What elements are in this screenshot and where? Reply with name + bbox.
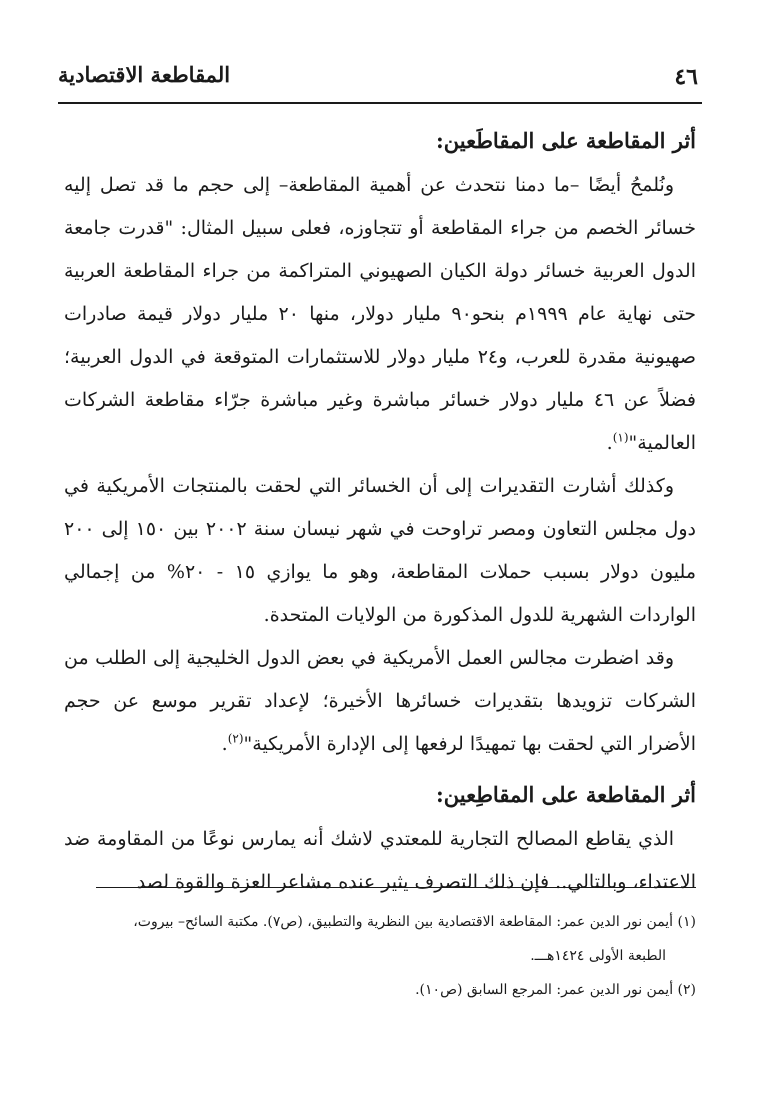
paragraph-councils — [64, 637, 696, 766]
footnote-1-line-2: الطبعة الأولى ١٤٢٤هـــ. — [530, 948, 666, 964]
paragraph-losses: ونُلمحُ أيضًا –ما دمنا نتحدث عن أهمية المقاطعة– إلى حجم ما قد تصل إليه خسائر الخصم من جراء المقاطعة أو تتجاوزه، فعلى سبيل المثال: "قدرت جامعة الدول العربية خسائر دولة الكيان الصهيوني المتراكمة من جراء المقاطعة العربية حتى نهاية عام ١٩٩٩م بنحو٩٠ مليار دولار، منها ٢٠ مليار دولار قيمة صادرات صهيونية مقدرة للعرب، و٢٤ مليار دولار للاستثمارات المتوقعة في الدول العربية؛ فضلاً عن ٤٦ مليار دولار خسائر مباشرة وغير مباشرة جرّاء مقاطعة الشركات العالمية"$^{(١)}$. — [64, 174, 696, 454]
page-header — [58, 52, 702, 104]
page-number: ٤٦ — [674, 64, 698, 90]
paragraph-councils-text: وقد اضطرت مجالس العمل الأمريكية في بعض الدول الخليجية إلى الطلب من الشركات تزويدها بتقديرات خسائرها الأخيرة؛ لإعداد تقرير موسع عن حجم الأضرار التي لحقت بها تمهيدًا لرفعها إلى الإدارة الأمريكية" — [64, 647, 696, 755]
paragraph-councils-end: . — [221, 733, 228, 755]
paragraph-losses-text: ونُلمحُ أيضًا –ما دمنا نتحدث عن أهمية المقاطعة– إلى حجم ما قد تصل إليه خسائر الخصم من جراء المقاطعة أو تتجاوزه، فعلى سبيل المثال: "قدرت جامعة الدول العربية خسائر دولة الكيان الصهيوني المتراكمة من جراء المقاطعة العربية حتى نهاية عام ١٩٩٩م بنحو٩٠ مليار دولار، منها ٢٠ مليار دولار قيمة صادرات صهيونية مقدرة للعرب، و٢٤ مليار دولار للاستثمارات المتوقعة في الدول العربية؛ فضلاً عن ٤٦ مليار دولار خسائر مباشرة وغير مباشرة جرّاء مقاطعة الشركات العالمية" — [64, 174, 696, 454]
section-heading-boycotted: أثر المقاطعة على المقاطَعين: — [436, 128, 696, 153]
footnote-1-line-1: (١) أيمن نور الدين عمر: المقاطعة الاقتصادية بين النظرية والتطبيق، (ص٧). مكتبة السائح– بيروت، — [133, 914, 696, 930]
footnotes — [64, 905, 696, 1007]
footnote-ref-2: (٢) — [227, 731, 244, 746]
paragraph-estimates: وكذلك أشارت التقديرات إلى أن الخسائر التي لحقت بالمنتجات الأمريكية في دول مجلس التعاون ومصر تراوحت في شهر نيسان سنة ٢٠٠٢ بين ١٥٠ إلى ٢٠٠ مليون دولار بسبب حملات المقاطعة، وهو ما يوازي ١٥ - ٢٠% من إجمالي الواردات الشهرية للدول المذكورة من الولايات المتحدة. — [64, 475, 697, 626]
section-heading-boycotters: أثر المقاطعة على المقاطِعين: — [436, 782, 696, 807]
paragraph-resistance: الذي يقاطع المصالح التجارية للمعتدي لاشك أنه يمارس نوعًا من المقاومة ضد الاعتداء، وبالتالي.. فإن ذلك التصرف يثير عنده مشاعر العزة والقوة لصد — [64, 828, 696, 893]
footnote-2: (٢) أيمن نور الدين عمر: المرجع السابق (ص١٠). — [415, 982, 696, 998]
main-text — [64, 118, 696, 904]
running-title: المقاطعة الاقتصادية — [58, 62, 231, 87]
footnote-separator — [96, 887, 696, 888]
footnote-ref-1: (١) — [612, 430, 629, 445]
